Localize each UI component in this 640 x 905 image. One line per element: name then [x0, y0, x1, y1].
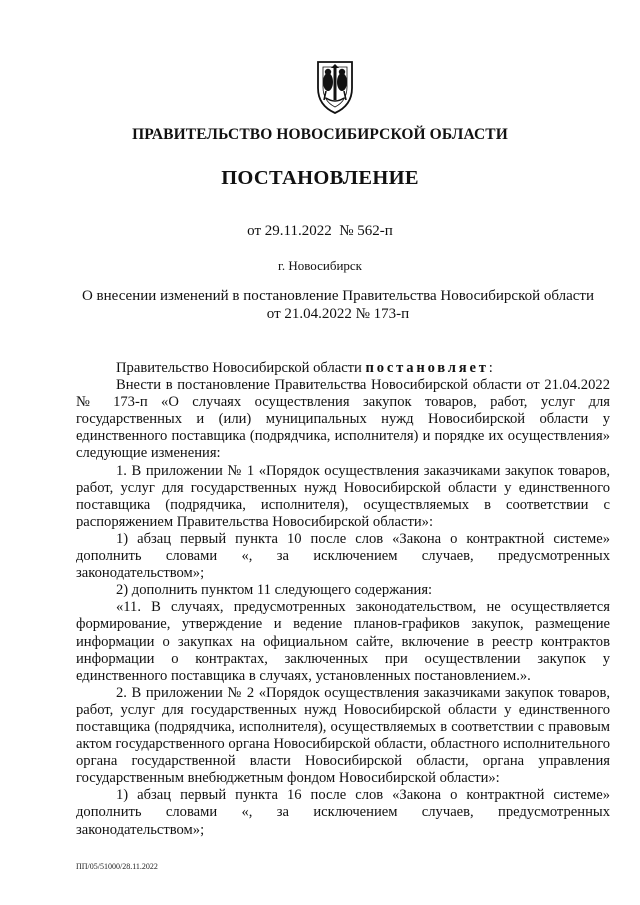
paragraph-3: 1) абзац первый пункта 10 после слов «Закона о контрактной системе» дополнить словами «, за исключением случаев, предусмотренных законодательством»; [76, 530, 610, 582]
paragraph-4: 2) дополнить пунктом 11 следующего содержания: [116, 582, 433, 599]
paragraph-7: 1) абзац первый пункта 16 после слов «Закона о контрактной системе» дополнить словами «, за исключением случаев, предусмотренных законодательством»; [76, 787, 610, 838]
document-date-number: от 29.11.2022 № 562-п [247, 223, 393, 239]
footer-document-code: ПП/05/51000/28.11.2022 [76, 862, 158, 871]
intro-decree-word: постановляет [365, 360, 489, 376]
intro-paragraph [76, 360, 610, 377]
novosibirsk-coat-of-arms-icon [314, 58, 356, 114]
paragraph-1: Внести в постановление Правительства Новосибирской области от 21.04.2022 № 173-п «О случаях осуществления закупок товаров, работ, услуг для государственных и (или) муниципальных нужд Новосибирской области у единственного поставщика (подрядчика, исполнителя) и порядке их осуществления» следующие изменения: [76, 377, 610, 462]
intro-suffix: : [488, 360, 493, 376]
organization-title: ПРАВИТЕЛЬСТВО НОВОСИБИРСКОЙ ОБЛАСТИ [132, 126, 508, 143]
document-type-title: ПОСТАНОВЛЕНИЕ [221, 167, 419, 189]
subject-line-1: О внесении изменений в постановление Правительства Новосибирской области [81, 288, 595, 304]
paragraph-2: 1. В приложении № 1 «Порядок осуществления заказчиками закупок товаров, работ, услуг для государственных нужд Новосибирской области у единственного поставщика (подрядчика, исполнителя), осуществляемых в соответствии с распоряжением Правительства Новосибирской области»: [76, 462, 610, 530]
paragraph-6: 2. В приложении № 2 «Порядок осуществления заказчиками закупок товаров, работ, услуг для государственных нужд Новосибирской области у единственного поставщика (подрядчика, исполнителя), осуществляемых в соответствии с правовым актом государственного органа Новосибирской области, областного исполнительного органа государственной власти Новосибирской области, органа управления государственным внебюджетным фондом Новосибирской области»: [76, 684, 610, 787]
subject-line-2: от 21.04.2022 № 173-п [266, 306, 410, 322]
document-city: г. Новосибирск [277, 258, 362, 273]
paragraph-5: «11. В случаях, предусмотренных законодательством, не осуществляется формирование, утверждение и ведение планов-графиков закупок, размещение информации о закупках на официальном сайте, включение в реестр контрактов информации о контрактах, заключенных при осуществлении закупок у единственного поставщика в случаях, установленных постановлением.». [76, 599, 610, 684]
document-subject [60, 287, 616, 323]
document-body [76, 360, 610, 839]
intro-prefix: Правительство Новосибирской области [116, 360, 366, 376]
